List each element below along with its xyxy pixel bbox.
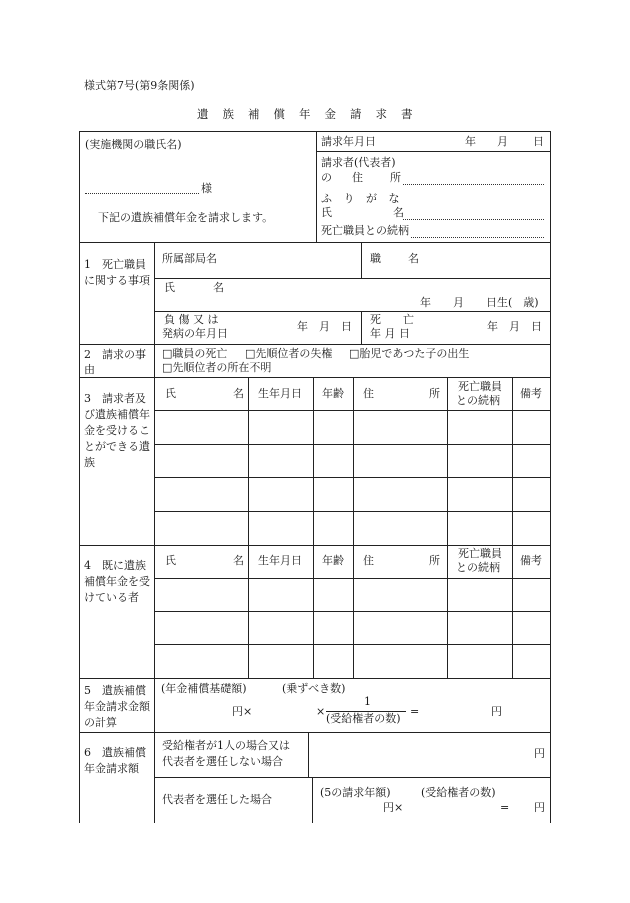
calc-equals: = — [410, 705, 420, 718]
agency-name-field[interactable] — [85, 193, 199, 194]
base-yen-times: 円× — [232, 705, 253, 718]
furigana-label: ふ り が な — [321, 192, 404, 205]
reason-missing-checkbox[interactable]: □先順位者の所在不明 — [162, 361, 272, 374]
s3-col-note: 備考 — [520, 387, 542, 400]
date-month: 月 — [497, 135, 508, 148]
address-label: 住 所 — [352, 171, 409, 184]
reason-death-checkbox[interactable]: □職員の死亡 — [162, 347, 228, 360]
s4-col-birth: 生年月日 — [258, 554, 302, 567]
case-single-2: 代表者を選任しない場合 — [162, 755, 283, 768]
claimant-na: 名 — [393, 206, 404, 219]
section2-label: 2 請求の事由 — [84, 348, 146, 377]
s3-col-addr1: 住 — [363, 387, 374, 400]
s3-col-rel-1: 死亡職員 — [458, 380, 502, 393]
death-date: 年 月 日 — [487, 320, 542, 333]
multiplier-label: (乗ずべき数) — [282, 682, 346, 695]
relation-label: 死亡職員との続柄 — [321, 224, 409, 237]
section1-label: 1 死亡職員に関する事項 — [84, 258, 150, 287]
request-statement: 下記の遺族補償年金を請求します。 — [98, 211, 274, 224]
dept-label: 所属部局名 — [162, 252, 217, 265]
death-label-1: 死 亡 — [370, 313, 414, 326]
s4-col-rel-1: 死亡職員 — [458, 547, 502, 560]
s4-col-note: 備考 — [520, 554, 542, 567]
date-label: 請求年月日 — [321, 135, 376, 148]
deceased-shi: 氏 — [164, 281, 175, 294]
fraction-denominator: (受給権者の数) — [326, 712, 401, 725]
result-yen: 円 — [491, 705, 502, 718]
s3-col-na: 名 — [233, 387, 244, 400]
claim-yen: 円 — [534, 801, 545, 814]
claimant-uji: 氏 — [321, 206, 332, 219]
reason-birth-checkbox[interactable]: □胎児であつた子の出生 — [349, 347, 470, 360]
injury-label-2: 発病の年月日 — [162, 327, 228, 340]
form-title: 遺族補償年金請求書 — [197, 107, 427, 121]
sama-label: 様 — [201, 182, 212, 195]
date-year: 年 — [465, 135, 476, 148]
injury-date: 年 月 日 — [297, 320, 352, 333]
s4-col-rel-2: との続柄 — [456, 561, 500, 574]
s3-col-shi: 氏 — [165, 387, 176, 400]
agency-label: (実施機関の職氏名) — [85, 138, 182, 151]
relation-field[interactable] — [411, 237, 544, 238]
calc-times: × — [316, 705, 326, 718]
case-single-1: 受給権者が1人の場合又は — [162, 739, 290, 752]
date-day: 日 — [533, 135, 544, 148]
s3-col-addr2: 所 — [429, 387, 440, 400]
claim-equals: = — [500, 801, 510, 814]
s4-col-addr1: 住 — [363, 554, 374, 567]
s3-col-age: 年齢 — [322, 387, 344, 400]
claimant-name-field[interactable] — [403, 219, 544, 220]
base-amount-label: (年金補償基礎額) — [161, 682, 247, 695]
form-number: 様式第7号(第9条関係) — [84, 79, 195, 92]
job-title-label: 職 名 — [370, 252, 427, 265]
claimant-no: の — [321, 171, 332, 184]
s4-col-addr2: 所 — [429, 554, 440, 567]
case-representative: 代表者を選任した場合 — [162, 793, 272, 806]
recipients-label: (受給権者の数) — [421, 786, 496, 799]
claim5-label: (5の請求年額) — [320, 786, 391, 799]
injury-label-1: 負 傷 又 は — [164, 313, 219, 326]
section4-label: 4 既に遺族補償年金を受けている者 — [84, 559, 150, 604]
claim-yen-times: 円× — [383, 801, 404, 814]
death-label-2: 年 月 日 — [370, 327, 410, 340]
birth-line: 年 月 日生( 歳) — [420, 296, 539, 309]
s4-col-shi: 氏 — [165, 554, 176, 567]
case-single-yen: 円 — [534, 747, 545, 760]
s4-col-na: 名 — [233, 554, 244, 567]
section5-label: 5 遺族補償年金請求金額の計算 — [84, 684, 150, 729]
s3-col-rel-2: との続柄 — [456, 394, 500, 407]
fraction-numerator: 1 — [364, 695, 371, 708]
section3-label: 3 請求者及び遺族補償年金を受けることができる遺族 — [84, 392, 150, 469]
address-field[interactable] — [403, 184, 544, 185]
deceased-na: 名 — [213, 281, 224, 294]
reason-forfeit-checkbox[interactable]: □先順位者の失権 — [245, 347, 333, 360]
claimant-label: 請求者(代表者) — [321, 156, 396, 169]
s3-col-birth: 生年月日 — [258, 387, 302, 400]
section6-label: 6 遺族補償年金請求額 — [84, 746, 146, 775]
s4-col-age: 年齢 — [322, 554, 344, 567]
